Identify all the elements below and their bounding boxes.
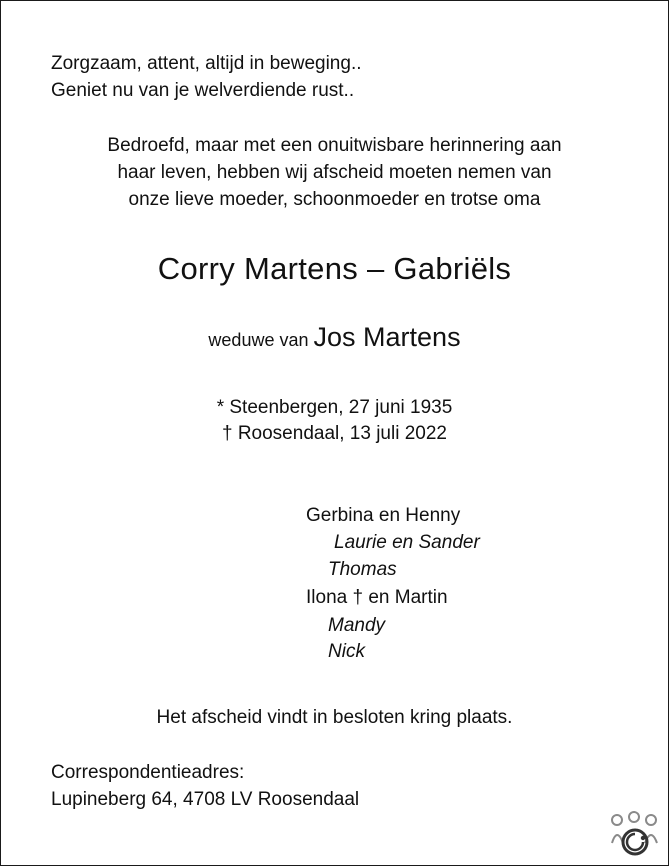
correspondence-label: Correspondentieadres: xyxy=(51,762,245,783)
correspondence-address: Lupineberg 64, 4708 LV Roosendaal xyxy=(51,789,360,810)
birth-line: * Steenbergen, 27 juni 1935 xyxy=(216,397,453,418)
widow-line xyxy=(1,321,668,356)
intro-line-1: Bedroefd, maar met een onuitwisbare herinnering aan xyxy=(107,135,562,156)
motto-line-2: Geniet nu van je welverdiende rust.. xyxy=(51,80,355,101)
motto-line-1: Zorgzaam, attent, altijd in beweging.. xyxy=(51,53,362,74)
deceased-name: Corry Martens – Gabriëls xyxy=(157,251,512,286)
farewell-note: Het afscheid vindt in besloten kring plaats. xyxy=(156,707,513,728)
family-line-4: Ilona † en Martin xyxy=(306,587,448,608)
family-line-3: Thomas xyxy=(328,559,397,580)
intro-line-2: haar leven, hebben wij afscheid moeten nemen van xyxy=(117,162,552,183)
family-line-6: Nick xyxy=(328,641,365,662)
family-line-5: Mandy xyxy=(328,615,386,636)
spouse-name: Jos Martens xyxy=(313,322,461,352)
family-line-1: Gerbina en Henny xyxy=(306,505,461,526)
widow-prefix: weduwe van xyxy=(208,330,309,350)
death-line: † Roosendaal, 13 juli 2022 xyxy=(221,423,447,444)
people-circle-logo-icon xyxy=(607,809,661,859)
intro-line-3: onze lieve moeder, schoonmoeder en trotse oma xyxy=(128,189,541,210)
family-line-2: Laurie en Sander xyxy=(334,532,480,553)
